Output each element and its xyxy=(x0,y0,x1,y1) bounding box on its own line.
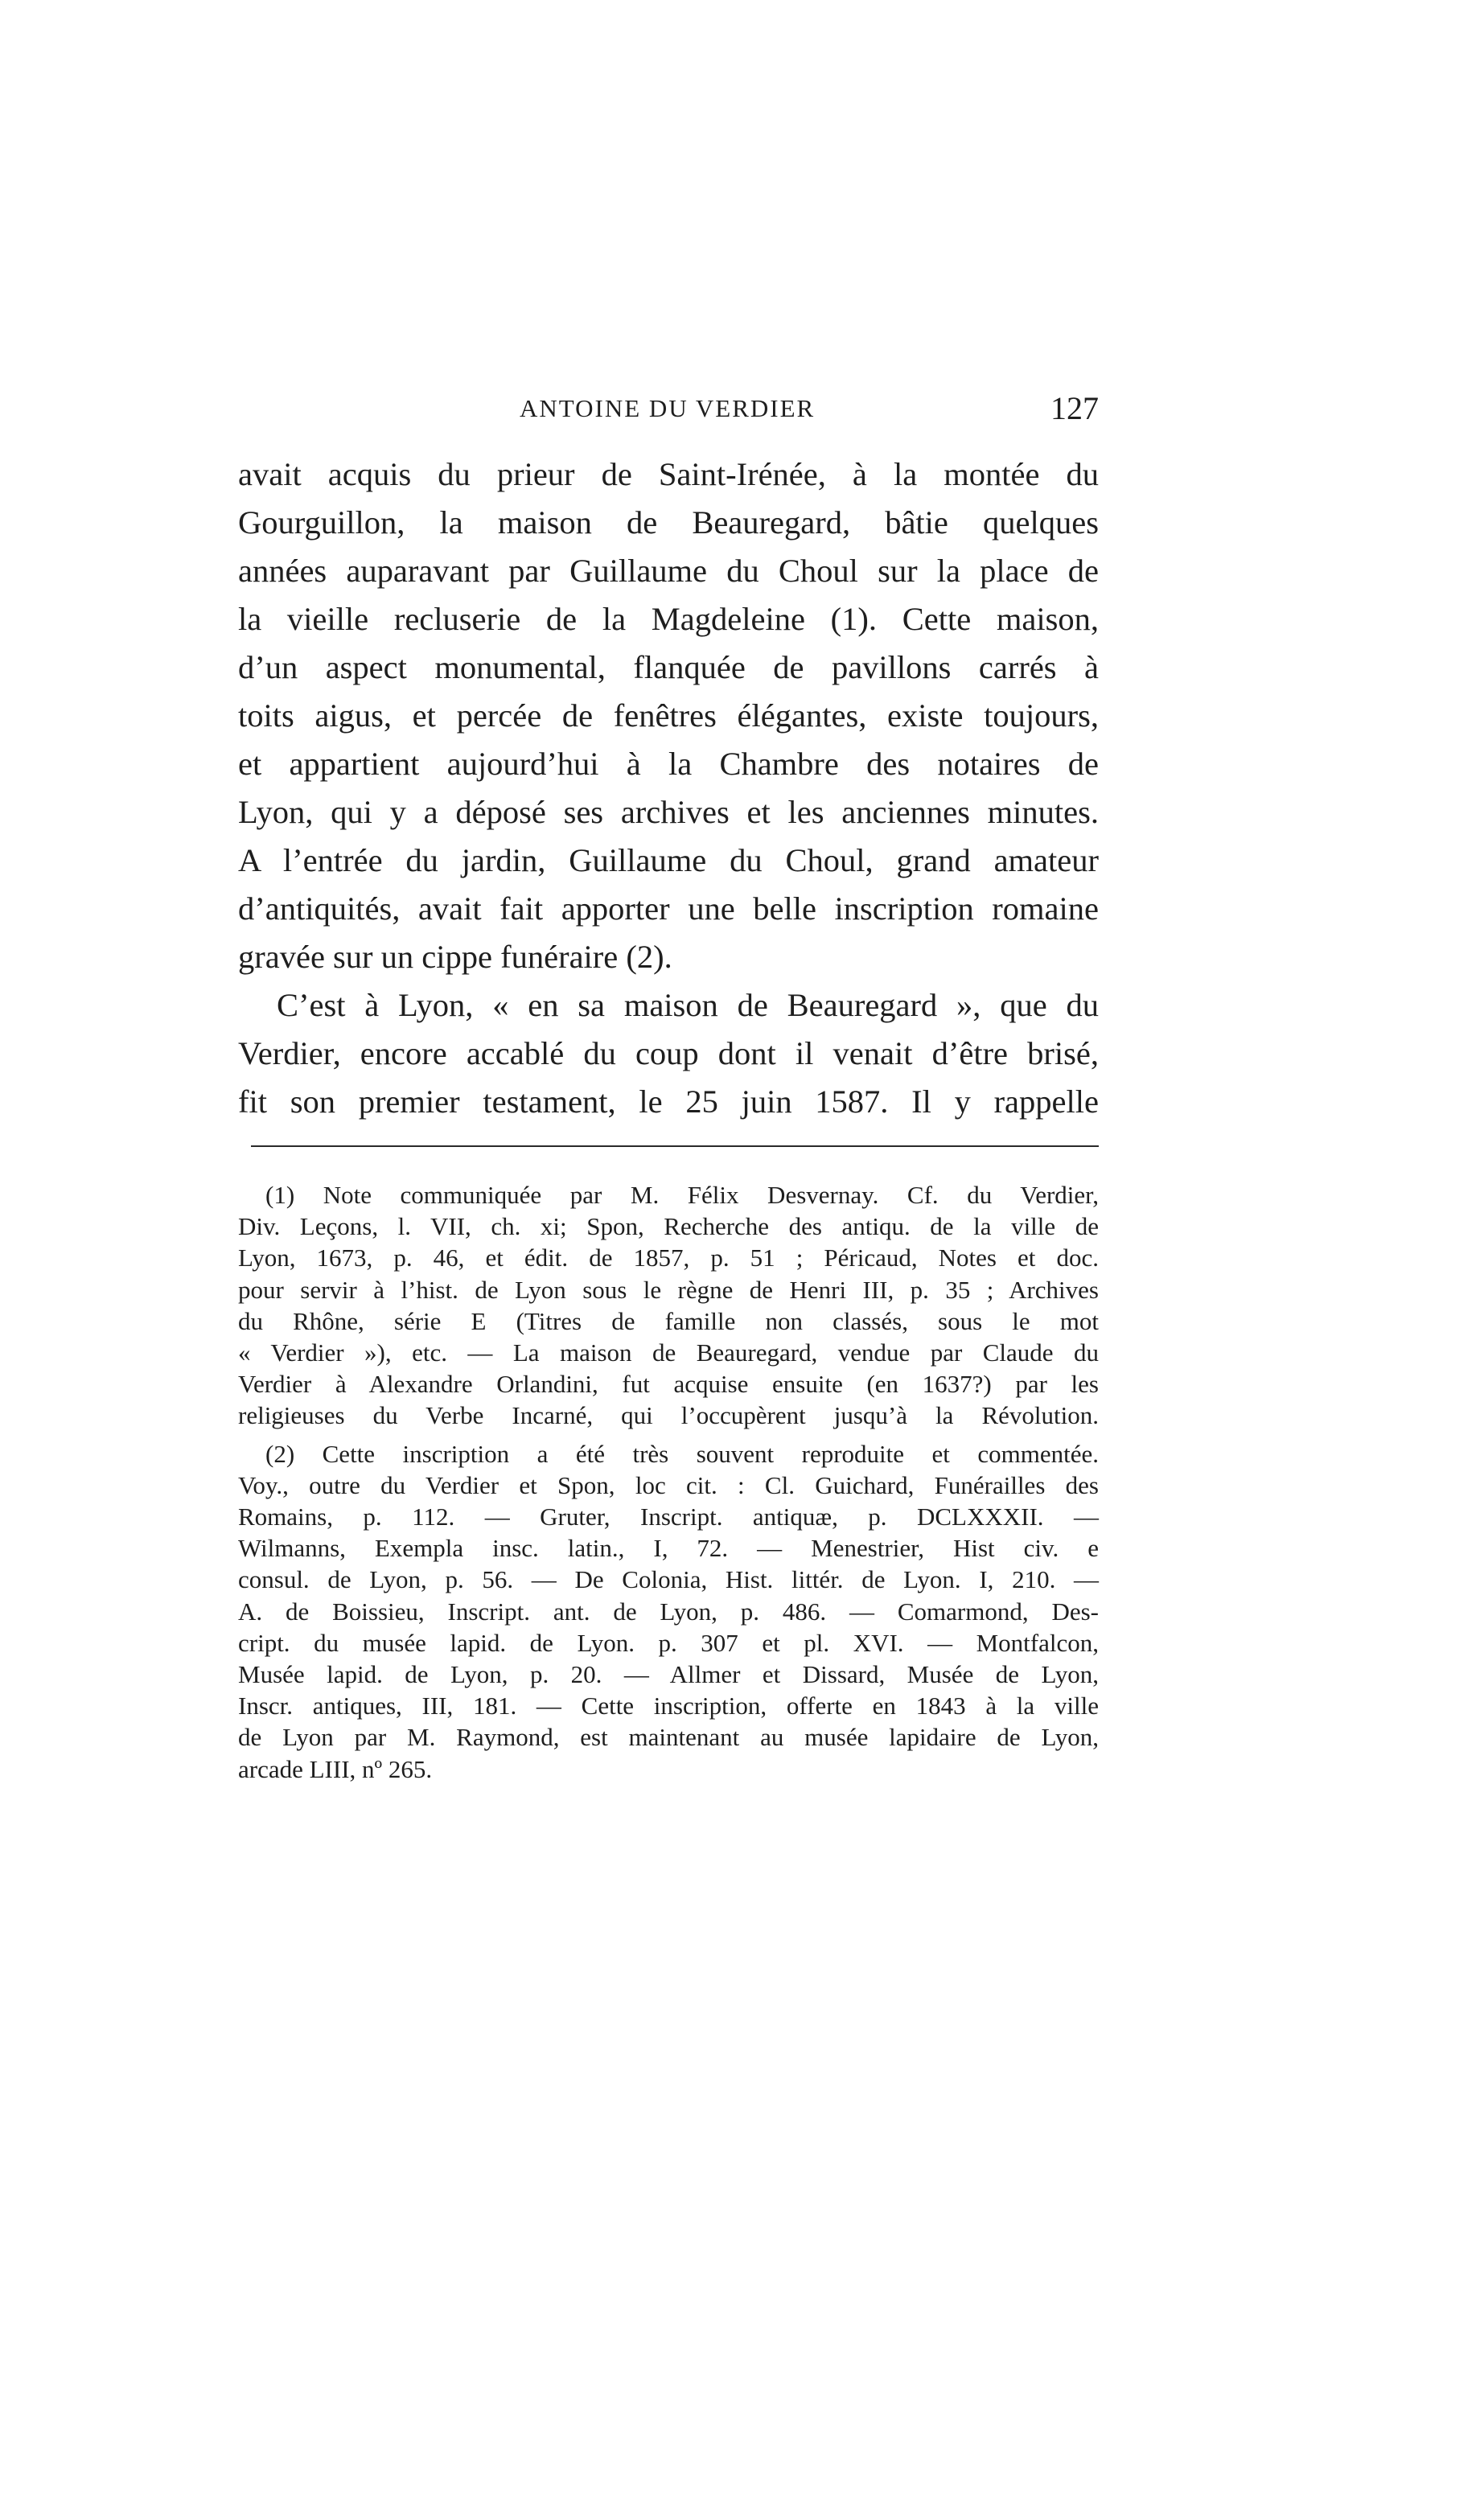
footnote-line: religieuses du Verbe Incarné, qui l’occupèrent jusqu’à la Révolution. xyxy=(238,1401,1099,1430)
body-line: A l’entrée du jardin, Guillaume du Choul, grand amateur xyxy=(238,842,1099,878)
body-line: Verdier, encore accablé du coup dont il venait d’être brisé, xyxy=(238,1035,1099,1071)
footnote-line: A. de Boissieu, Inscript. ant. de Lyon, p. 486. — Comarmond, Des- xyxy=(238,1597,1099,1626)
body-text xyxy=(238,450,1099,1126)
footnote-line: Wilmanns, Exempla insc. latin., I, 72. — Menestrier, Hist civ. e xyxy=(238,1534,1099,1563)
footnotes xyxy=(238,1179,1099,1785)
body-line: toits aigus, et percée de fenêtres élégantes, existe toujours, xyxy=(238,697,1099,734)
body-line: Gourguillon, la maison de Beauregard, bâtie quelques xyxy=(238,504,1099,541)
footnote-line: Lyon, 1673, p. 46, et édit. de 1857, p. 51 ; Péricaud, Notes et doc. xyxy=(238,1244,1099,1272)
footnote-line: (1) Note communiquée par M. Félix Desvernay. Cf. du Verdier, xyxy=(265,1181,1099,1209)
footnote-line: Musée lapid. de Lyon, p. 20. — Allmer et Dissard, Musée de Lyon, xyxy=(238,1660,1099,1689)
footnote-2 xyxy=(238,1438,1099,1785)
footnote-line: du Rhône, série E (Titres de famille non classés, sous le mot xyxy=(238,1306,1099,1335)
page-header xyxy=(238,389,1099,430)
running-title: ANTOINE DU VERDIER xyxy=(520,394,816,422)
footnote-line: consul. de Lyon, p. 56. — De Colonia, Hist. littér. de Lyon. I, 210. — xyxy=(238,1565,1099,1594)
body-line: d’un aspect monumental, flanquée de pavillons carrés à xyxy=(238,649,1099,685)
footnote-line: pour servir à l’hist. de Lyon sous le règne de Henri III, p. 35 ; Archives xyxy=(238,1275,1099,1304)
footnote-line: de Lyon par M. Raymond, est maintenant au musée lapidaire de Lyon, xyxy=(238,1723,1099,1752)
footnote-line: « Verdier »), etc. — La maison de Beauregard, vendue par Claude du xyxy=(238,1338,1099,1367)
page-number: 127 xyxy=(1050,390,1099,426)
footnote-line: (2) Cette inscription a été très souvent reproduite et commentée. xyxy=(265,1439,1099,1468)
footnote-line: Voy., outre du Verdier et Spon, loc cit. : Cl. Guichard, Funérailles des xyxy=(238,1470,1099,1499)
body-line: années auparavant par Guillaume du Choul sur la place de xyxy=(238,553,1099,589)
footnote-1 xyxy=(238,1179,1099,1432)
footnote-line: Verdier à Alexandre Orlandini, fut acquise ensuite (en 1637?) par les xyxy=(238,1370,1099,1399)
footnote-line: Romains, p. 112. — Gruter, Inscript. antiquæ, p. DCLXXXII. — xyxy=(238,1503,1099,1531)
body-line: fit son premier testament, le 25 juin 1587. Il y rappelle xyxy=(238,1083,1099,1120)
footnote-line: arcade LIII, nº 265. xyxy=(238,1754,433,1783)
body-line: la vieille recluserie de la Magdeleine (1). Cette maison, xyxy=(238,601,1099,637)
body-line: gravée sur un cippe funéraire (2). xyxy=(238,939,672,975)
body-line: C’est à Lyon, « en sa maison de Beauregard », que du xyxy=(277,987,1099,1023)
footnote-line: Div. Leçons, l. VII, ch. xi; Spon, Recherche des antiqu. de la ville de xyxy=(238,1212,1099,1241)
footnote-divider xyxy=(251,1145,1099,1147)
body-line: Lyon, qui y a déposé ses archives et les anciennes minutes. xyxy=(238,794,1099,830)
body-line: d’antiquités, avait fait apporter une belle inscription romaine xyxy=(238,890,1099,927)
footnote-line: Inscr. antiques, III, 181. — Cette inscription, offerte en 1843 à la ville xyxy=(238,1692,1099,1720)
footnote-line: cript. du musée lapid. de Lyon. p. 307 et pl. XVI. — Montfalcon, xyxy=(238,1628,1099,1657)
body-line: et appartient aujourd’hui à la Chambre des notaires de xyxy=(238,746,1099,782)
body-line: avait acquis du prieur de Saint-Irénée, à la montée du xyxy=(238,456,1099,492)
